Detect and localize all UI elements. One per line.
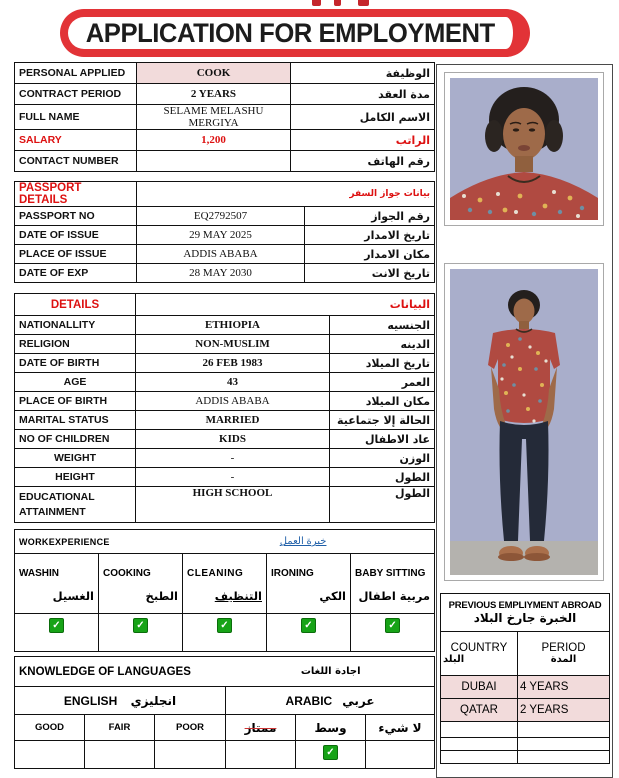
checked-checkbox-icon[interactable] <box>385 618 400 633</box>
field-label-arabic: الطول <box>330 468 435 487</box>
field-value: MARRIED <box>136 411 330 430</box>
field-label-arabic: الطول <box>330 487 435 523</box>
language-level-row <box>15 715 435 741</box>
field-label-arabic: الحالة إلا جتماعية <box>330 411 435 430</box>
field-label: CONTRACT PERIOD <box>15 84 137 105</box>
section-header-cell <box>15 530 435 554</box>
field-value: 2 YEARS <box>137 84 291 105</box>
skill-cell-washing <box>15 554 99 614</box>
skill-label: WASHIN <box>19 567 59 579</box>
work-experience-table <box>14 529 435 652</box>
field-label: FULL NAME <box>15 105 137 130</box>
skill-label-arabic: الغسيل <box>52 588 94 603</box>
field-label-arabic: الراتب <box>291 130 435 151</box>
country-value: QATAR <box>441 699 518 722</box>
column-label-arabic: المدة <box>550 654 577 665</box>
table-row <box>15 226 435 245</box>
field-value <box>137 151 291 172</box>
table-row <box>441 676 610 699</box>
table-row <box>15 449 435 468</box>
skill-label-arabic: التنظيف <box>214 588 262 603</box>
checkbox-cell <box>155 741 226 769</box>
field-label: RELIGION <box>15 335 136 354</box>
field-label: PLACE OF ISSUE <box>15 245 137 264</box>
checkbox-cell <box>85 741 155 769</box>
field-value: 26 FEB 1983 <box>136 354 330 373</box>
field-value: - <box>136 449 330 468</box>
level-medium-arabic: وسط <box>296 715 366 741</box>
field-label-arabic: عاد الاطفال <box>330 430 435 449</box>
empty-table-row <box>441 751 610 764</box>
column-label-arabic: البلد <box>443 654 465 665</box>
table-row <box>15 207 435 226</box>
table-row <box>15 335 435 354</box>
language-label-arabic: انجليزي <box>130 693 177 708</box>
fullbody-illustration <box>450 269 598 575</box>
table-row <box>15 392 435 411</box>
section-header-row <box>441 594 610 632</box>
table-row <box>15 468 435 487</box>
checkbox-cell <box>366 741 435 769</box>
skill-label: BABY SITTING <box>355 567 426 579</box>
language-group-row <box>15 687 435 715</box>
applicant-fullbody-photo <box>444 263 604 581</box>
section-title-arabic: الخبرة جارخ البلاد <box>473 611 577 625</box>
skill-label-arabic: مربية اطفال <box>358 588 431 603</box>
field-label: NATIONALLITY <box>15 316 136 335</box>
skill-label-arabic: الكي <box>319 588 346 603</box>
table-row <box>15 316 435 335</box>
table-row <box>15 487 435 523</box>
checked-checkbox-icon[interactable] <box>133 618 148 633</box>
period-value: 4 YEARS <box>518 676 610 699</box>
page-title: APPLICATION FOR EMPLOYMENT <box>86 17 495 48</box>
section-title-arabic: خبرة العمل <box>279 536 327 547</box>
field-label: HEIGHT <box>15 468 136 487</box>
field-value: ADDIS ABABA <box>136 392 330 411</box>
checked-checkbox-icon[interactable] <box>323 745 338 760</box>
table-row <box>15 130 435 151</box>
skill-label: CLEANING <box>187 567 244 579</box>
column-header-row <box>441 632 610 676</box>
field-label: DATE OF BIRTH <box>15 354 136 373</box>
language-label: ARABIC <box>285 693 333 708</box>
form-title-banner <box>60 9 530 57</box>
field-label-arabic: مكان الميلاد <box>330 392 435 411</box>
passport-details-table <box>14 181 435 283</box>
field-value: COOK <box>137 63 291 84</box>
period-column-header <box>518 632 610 676</box>
field-value: ADDIS ABABA <box>137 245 305 264</box>
checkbox-cell <box>183 614 267 652</box>
table-row <box>15 63 435 84</box>
skill-cell-cleaning <box>183 554 267 614</box>
field-label: NO OF CHILDREN <box>15 430 136 449</box>
field-label: PERSONAL APPLIED <box>15 63 137 84</box>
skill-label: IRONING <box>271 567 314 579</box>
field-label-arabic: الوظيفة <box>291 63 435 84</box>
field-label: PASSPORT NO <box>15 207 137 226</box>
section-header-row <box>15 182 435 207</box>
skill-cell-cooking <box>99 554 183 614</box>
personal-info-table <box>14 62 435 172</box>
section-title-arabic: بيانات جواز السفر <box>137 182 435 207</box>
checkbox-cell <box>15 741 85 769</box>
previous-employment-table <box>440 593 610 764</box>
table-row <box>15 411 435 430</box>
field-label-arabic: تاريخ الانت <box>305 264 435 283</box>
section-title: DETAILS <box>15 294 136 316</box>
section-title-arabic: البيانات <box>136 294 435 316</box>
field-value: 28 MAY 2030 <box>137 264 305 283</box>
field-value: - <box>136 468 330 487</box>
language-english-header <box>15 687 226 715</box>
table-row <box>15 105 435 130</box>
field-label-arabic: الجنسيه <box>330 316 435 335</box>
section-title: PASSPORT DETAILS <box>15 182 137 207</box>
field-label: CONTACT NUMBER <box>15 151 137 172</box>
checked-checkbox-icon[interactable] <box>301 618 316 633</box>
table-row <box>15 430 435 449</box>
field-label: PLACE OF BIRTH <box>15 392 136 411</box>
field-label-arabic: تاريخ الميلاد <box>330 354 435 373</box>
empty-table-row <box>441 722 610 738</box>
skill-cell-ironing <box>267 554 351 614</box>
field-value: 43 <box>136 373 330 392</box>
languages-table <box>14 656 435 769</box>
field-label-arabic: الوزن <box>330 449 435 468</box>
table-row <box>15 264 435 283</box>
table-row <box>15 245 435 264</box>
country-column-header <box>441 632 518 676</box>
country-value: DUBAI <box>441 676 518 699</box>
right-column <box>436 64 613 778</box>
language-checkbox-row <box>15 741 435 769</box>
level-excellent-arabic: ممتاز <box>226 715 296 741</box>
checked-checkbox-icon[interactable] <box>49 618 64 633</box>
cropped-red-arabic-fragment <box>300 0 390 7</box>
field-label-arabic: العمر <box>330 373 435 392</box>
field-label: DATE OF EXP <box>15 264 137 283</box>
field-label-arabic: مكان الامدار <box>305 245 435 264</box>
field-label-arabic: الدينه <box>330 335 435 354</box>
details-table <box>14 293 435 523</box>
field-label: WEIGHT <box>15 449 136 468</box>
field-label: EDUCATIONAL ATTAINMENT <box>15 487 136 523</box>
skill-label: COOKING <box>103 567 151 579</box>
field-label-arabic: رقم الجواز <box>305 207 435 226</box>
skill-label-arabic: الطبخ <box>145 588 178 603</box>
field-label-arabic: الاسم الكامل <box>291 105 435 130</box>
field-value: EQ2792507 <box>137 207 305 226</box>
table-row <box>15 373 435 392</box>
skill-cell-babysitting <box>351 554 435 614</box>
field-label-arabic: تاريخ الامدار <box>305 226 435 245</box>
section-header-row <box>15 294 435 316</box>
field-value: SELAME MELASHU MERGIYA <box>137 105 291 130</box>
field-value: KIDS <box>136 430 330 449</box>
level-good: GOOD <box>15 715 85 741</box>
section-header-cell <box>15 657 435 687</box>
field-value: HIGH SCHOOL <box>136 487 330 523</box>
skill-label-row <box>15 554 435 614</box>
skill-checkbox-row <box>15 614 435 652</box>
language-label-arabic: عربي <box>342 693 375 708</box>
checkbox-cell <box>15 614 99 652</box>
language-arabic-header <box>226 687 435 715</box>
section-header-row <box>15 657 435 687</box>
checkbox-cell <box>296 741 366 769</box>
checkbox-cell <box>267 614 351 652</box>
field-label: AGE <box>15 373 136 392</box>
section-header-cell <box>441 594 610 632</box>
checkbox-cell <box>99 614 183 652</box>
field-label: DATE OF ISSUE <box>15 226 137 245</box>
field-value: 29 MAY 2025 <box>137 226 305 245</box>
field-label: MARITAL STATUS <box>15 411 136 430</box>
section-title: WORKEXPERIENCE <box>19 536 110 547</box>
period-value: 2 YEARS <box>518 699 610 722</box>
table-row <box>441 699 610 722</box>
headshot-illustration <box>450 78 598 220</box>
applicant-headshot-photo <box>444 72 604 226</box>
level-fair: FAIR <box>85 715 155 741</box>
table-row <box>15 354 435 373</box>
field-value: NON-MUSLIM <box>136 335 330 354</box>
section-title-arabic: اجادة اللغات <box>300 666 361 677</box>
checkbox-cell <box>226 741 296 769</box>
field-label: SALARY <box>15 130 137 151</box>
section-title: KNOWLEDGE OF LANGUAGES <box>19 665 191 678</box>
field-label-arabic: مدة العقد <box>291 84 435 105</box>
table-row <box>15 84 435 105</box>
checkbox-cell <box>351 614 435 652</box>
field-label-arabic: رقم الهاتف <box>291 151 435 172</box>
field-value: ETHIOPIA <box>136 316 330 335</box>
empty-table-row <box>441 738 610 751</box>
section-header-row <box>15 530 435 554</box>
table-row <box>15 151 435 172</box>
level-none-arabic: لا شيء <box>366 715 435 741</box>
checked-checkbox-icon[interactable] <box>217 618 232 633</box>
level-poor: POOR <box>155 715 226 741</box>
language-label: ENGLISH <box>63 693 118 708</box>
field-value: 1,200 <box>137 130 291 151</box>
column-label: COUNTRY <box>450 642 508 654</box>
column-label: PERIOD <box>541 642 586 654</box>
section-title: PREVIOUS EMPLIYMENT ABROAD <box>448 600 602 611</box>
